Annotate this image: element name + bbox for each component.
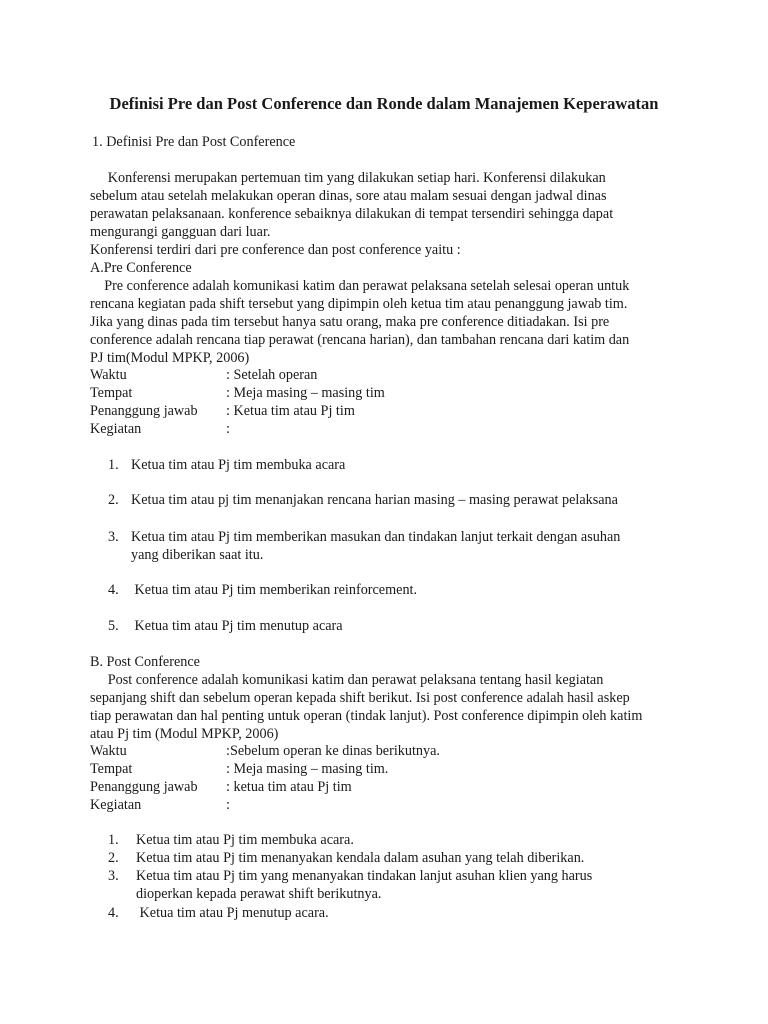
detail-value: : <box>226 797 230 813</box>
list-item: Ketua tim atau Pj tim yang menanyakan tindakan lanjut asuhan klien yang harus <box>136 868 593 884</box>
list-item: Ketua tim atau Pj menutup acara. <box>136 905 329 921</box>
paragraph-line: sebelum atau setelah melakukan operan dinas, sore atau malam sesuai dengan jadwal dinas <box>90 188 607 204</box>
detail-key: Tempat <box>90 761 133 777</box>
list-number: 4. <box>108 582 119 598</box>
list-number: 2. <box>108 492 119 508</box>
paragraph-line: conference adalah rencana tiap perawat (rencana harian), dan tambahan rencana dari katim dan <box>90 332 630 348</box>
document-title: Definisi Pre dan Post Conference dan Ronde dalam Manajemen Keperawatan <box>109 94 659 113</box>
list-item: Ketua tim atau Pj tim memberikan reinforcement. <box>131 582 418 598</box>
detail-key: Waktu <box>90 367 127 383</box>
detail-key: Waktu <box>90 743 127 759</box>
list-item: Ketua tim atau Pj tim memberikan masukan dan tindakan lanjut terkait dengan asuhan <box>131 529 621 545</box>
paragraph-line: Konferensi merupakan pertemuan tim yang dilakukan setiap hari. Konferensi dilakukan <box>90 170 606 186</box>
subsection-heading: A.Pre Conference <box>90 260 192 276</box>
detail-key: Kegiatan <box>90 421 142 437</box>
list-number: 1. <box>108 832 119 848</box>
paragraph-line: tiap perawatan dan hal penting untuk operan (tindak lanjut). Post conference dipimpin oleh katim <box>90 708 643 724</box>
list-item-continuation: dioperkan kepada perawat shift berikutnya. <box>136 886 382 902</box>
list-number: 3. <box>108 868 119 884</box>
paragraph-line: PJ tim(Modul MPKP, 2006) <box>90 350 250 366</box>
detail-key: Tempat <box>90 385 133 401</box>
paragraph-line: perawatan pelaksanaan. konference sebaiknya dilakukan di tempat tersendiri sehingga dapat <box>90 206 614 222</box>
list-number: 3. <box>108 529 119 545</box>
paragraph-line: Jika yang dinas pada tim tersebut hanya satu orang, maka pre conference ditiadakan. Isi pre <box>90 314 610 330</box>
detail-value: : Meja masing – masing tim <box>226 385 385 401</box>
paragraph-line: Konferensi terdiri dari pre conference dan post conference yaitu : <box>90 242 461 258</box>
list-number: 5. <box>108 618 119 634</box>
list-number: 1. <box>108 457 119 473</box>
subsection-heading: B. Post Conference <box>90 654 200 670</box>
section-heading: 1. Definisi Pre dan Post Conference <box>92 134 296 150</box>
list-number: 4. <box>108 905 119 921</box>
detail-value: : Setelah operan <box>226 367 318 383</box>
paragraph-line: atau Pj tim (Modul MPKP, 2006) <box>90 726 279 742</box>
detail-value: : ketua tim atau Pj tim <box>226 779 352 795</box>
paragraph-line: Post conference adalah komunikasi katim dan perawat pelaksana tentang hasil kegiatan <box>90 672 604 688</box>
list-item: Ketua tim atau Pj tim menutup acara <box>131 618 343 634</box>
paragraph-line: Pre conference adalah komunikasi katim dan perawat pelaksana setelah selesai operan untuk <box>90 278 630 294</box>
detail-key: Kegiatan <box>90 797 142 813</box>
list-item: Ketua tim atau Pj tim membuka acara <box>131 457 346 473</box>
paragraph-line: sepanjang shift dan sebelum operan kepada shift berikut. Isi post conference adalah hasil askep <box>90 690 630 706</box>
list-item: Ketua tim atau Pj tim membuka acara. <box>136 832 354 848</box>
detail-value: : <box>226 421 230 437</box>
paragraph-line: mengurangi gangguan dari luar. <box>90 224 271 240</box>
list-number: 2. <box>108 850 119 866</box>
list-item: Ketua tim atau pj tim menanjakan rencana harian masing – masing perawat pelaksana <box>131 492 618 508</box>
detail-value: : Ketua tim atau Pj tim <box>226 403 355 419</box>
paragraph-line: rencana kegiatan pada shift tersebut yang dipimpin oleh ketua tim atau penanggung jawab tim. <box>90 296 628 312</box>
list-item: Ketua tim atau Pj tim menanyakan kendala dalam asuhan yang telah diberikan. <box>136 850 585 866</box>
detail-value: : Meja masing – masing tim. <box>226 761 389 777</box>
detail-value: :Sebelum operan ke dinas berikutnya. <box>226 743 440 759</box>
list-item-continuation: yang diberikan saat itu. <box>131 547 264 563</box>
detail-key: Penanggung jawab <box>90 779 198 795</box>
detail-key: Penanggung jawab <box>90 403 198 419</box>
